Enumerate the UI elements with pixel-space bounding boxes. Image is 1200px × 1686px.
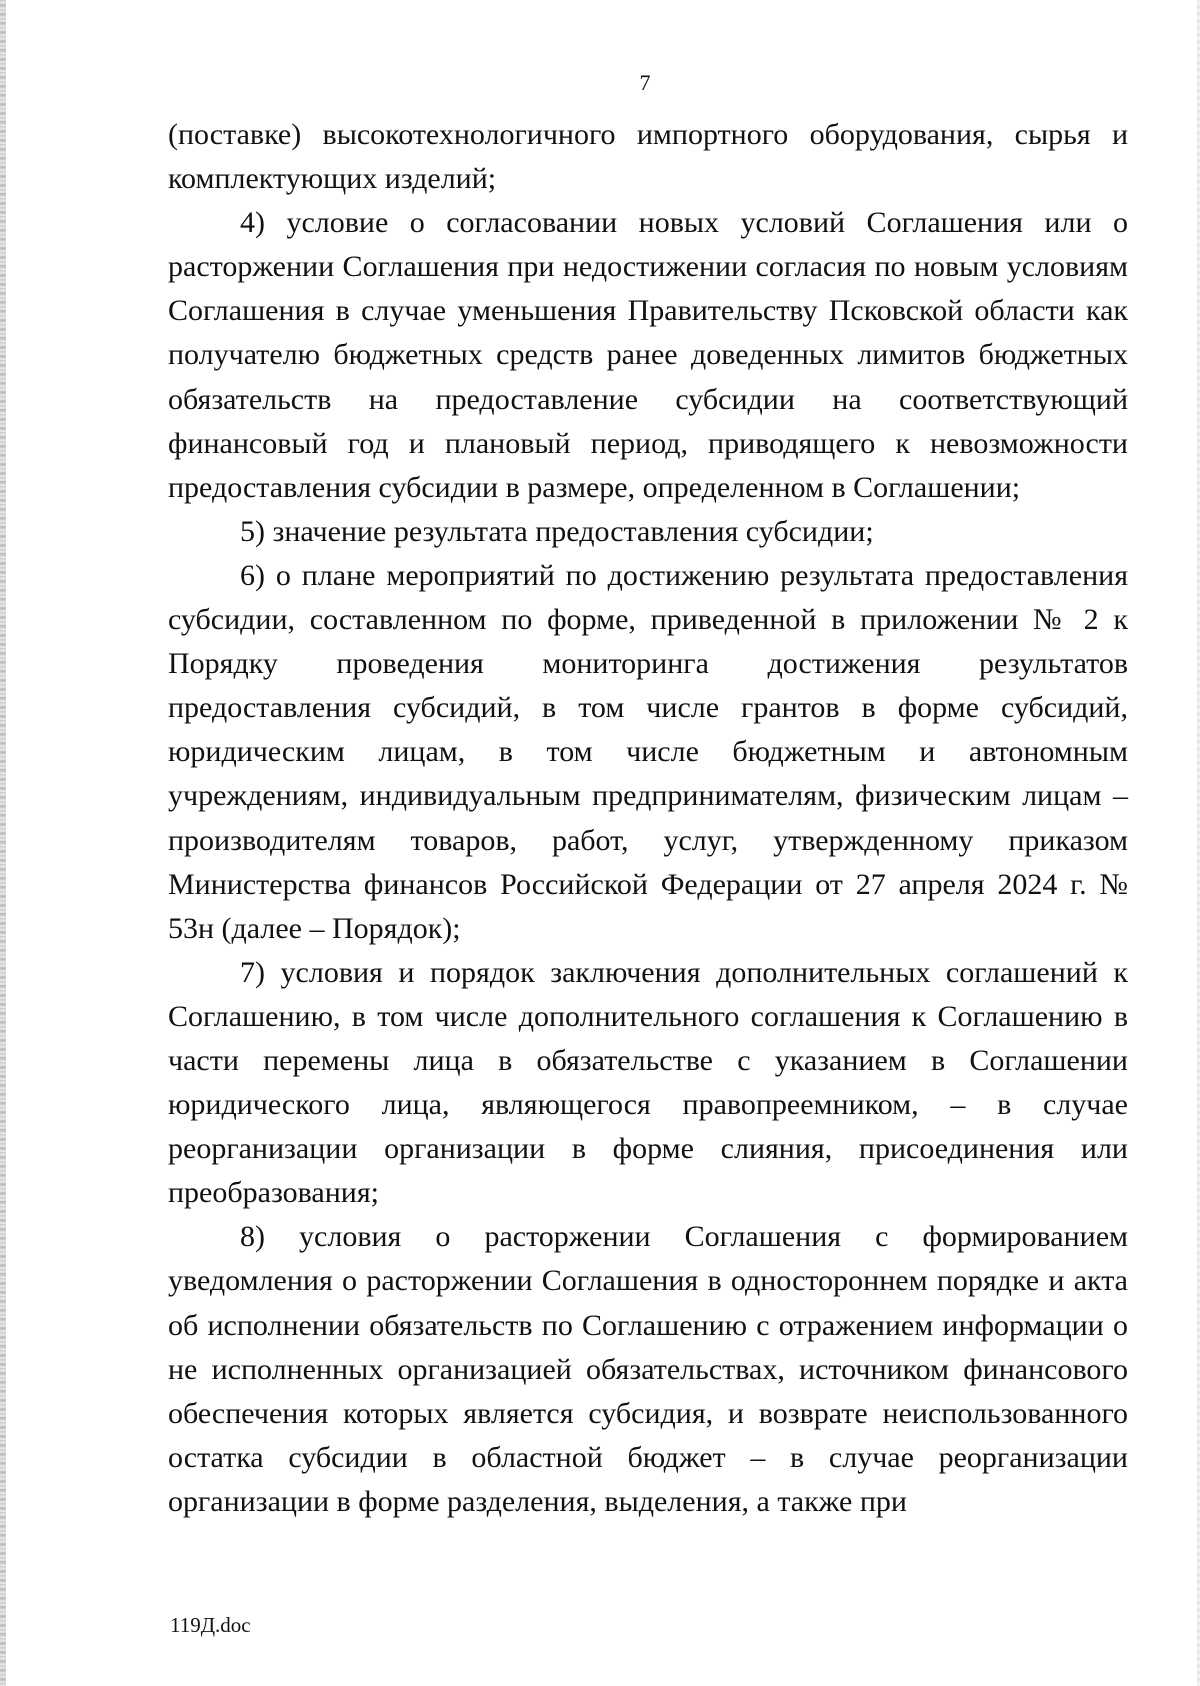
- paragraph-item-7: 7) условия и порядок заключения дополнительных соглашений к Соглашению, в том числе дополнительного соглашения к Соглашению в части перемены лица в обязательстве с указанием в Соглашении юридического лица, являющегося правопреемником, – в случае реорганизации организации в форме слияния, присоединения или преобразования;: [168, 955, 1128, 1210]
- paragraph-item-8: 8) условия о расторжении Соглашения с формированием уведомления о расторжении Соглашения в одностороннем порядке и акта об исполнении обязательств по Соглашению с отражением информации о не исполненных организацией обязательствах, источником финансового обеспечения которых является субсидия, и возврате неиспользованного остатка субсидии в областной бюджет – в случае реорганизации организации в форме разделения, выделения, а также при: [168, 1220, 1128, 1518]
- document-filename: 119Д.doc: [170, 1613, 251, 1637]
- paragraph-item-6: 6) о плане мероприятий по достижению результата предоставления субсидии, составленном по форме, приведенной в приложении № 2 к Порядку проведения мониторинга достижения результатов предоставления субсидий, в том числе грантов в форме субсидий, юридическим лицам, в том числе бюджетным и автономным учреждениям, индивидуальным предпринимателям, физическим лицам – производителям товаров, работ, услуг, утвержденному приказом Министерства финансов Российской Федерации от 27 апреля 2024 г. № 53н (далее – Порядок);: [168, 558, 1128, 945]
- document-body: [168, 113, 1128, 1524]
- paragraph-item-5: 5) значение результата предоставления субсидии;: [240, 514, 874, 548]
- paragraph-continuation: (поставке) высокотехнологичного импортного оборудования, сырья и комплектующих изделий;: [168, 118, 1128, 196]
- page-number: 7: [639, 70, 651, 95]
- scan-left-edge: [0, 0, 6, 1686]
- paragraph-item-4: 4) условие о согласовании новых условий Соглашения или о расторжении Соглашения при недостижении согласия по новым условиям Соглашения в случае уменьшения Правительству Псковской области как получателю бюджетных средств ранее доведенных лимитов бюджетных обязательств на предоставление субсидии на соответствующий финансовый год и плановый период, приводящего к невозможности предоставления субсидии в размере, определенном в Соглашении;: [168, 206, 1128, 504]
